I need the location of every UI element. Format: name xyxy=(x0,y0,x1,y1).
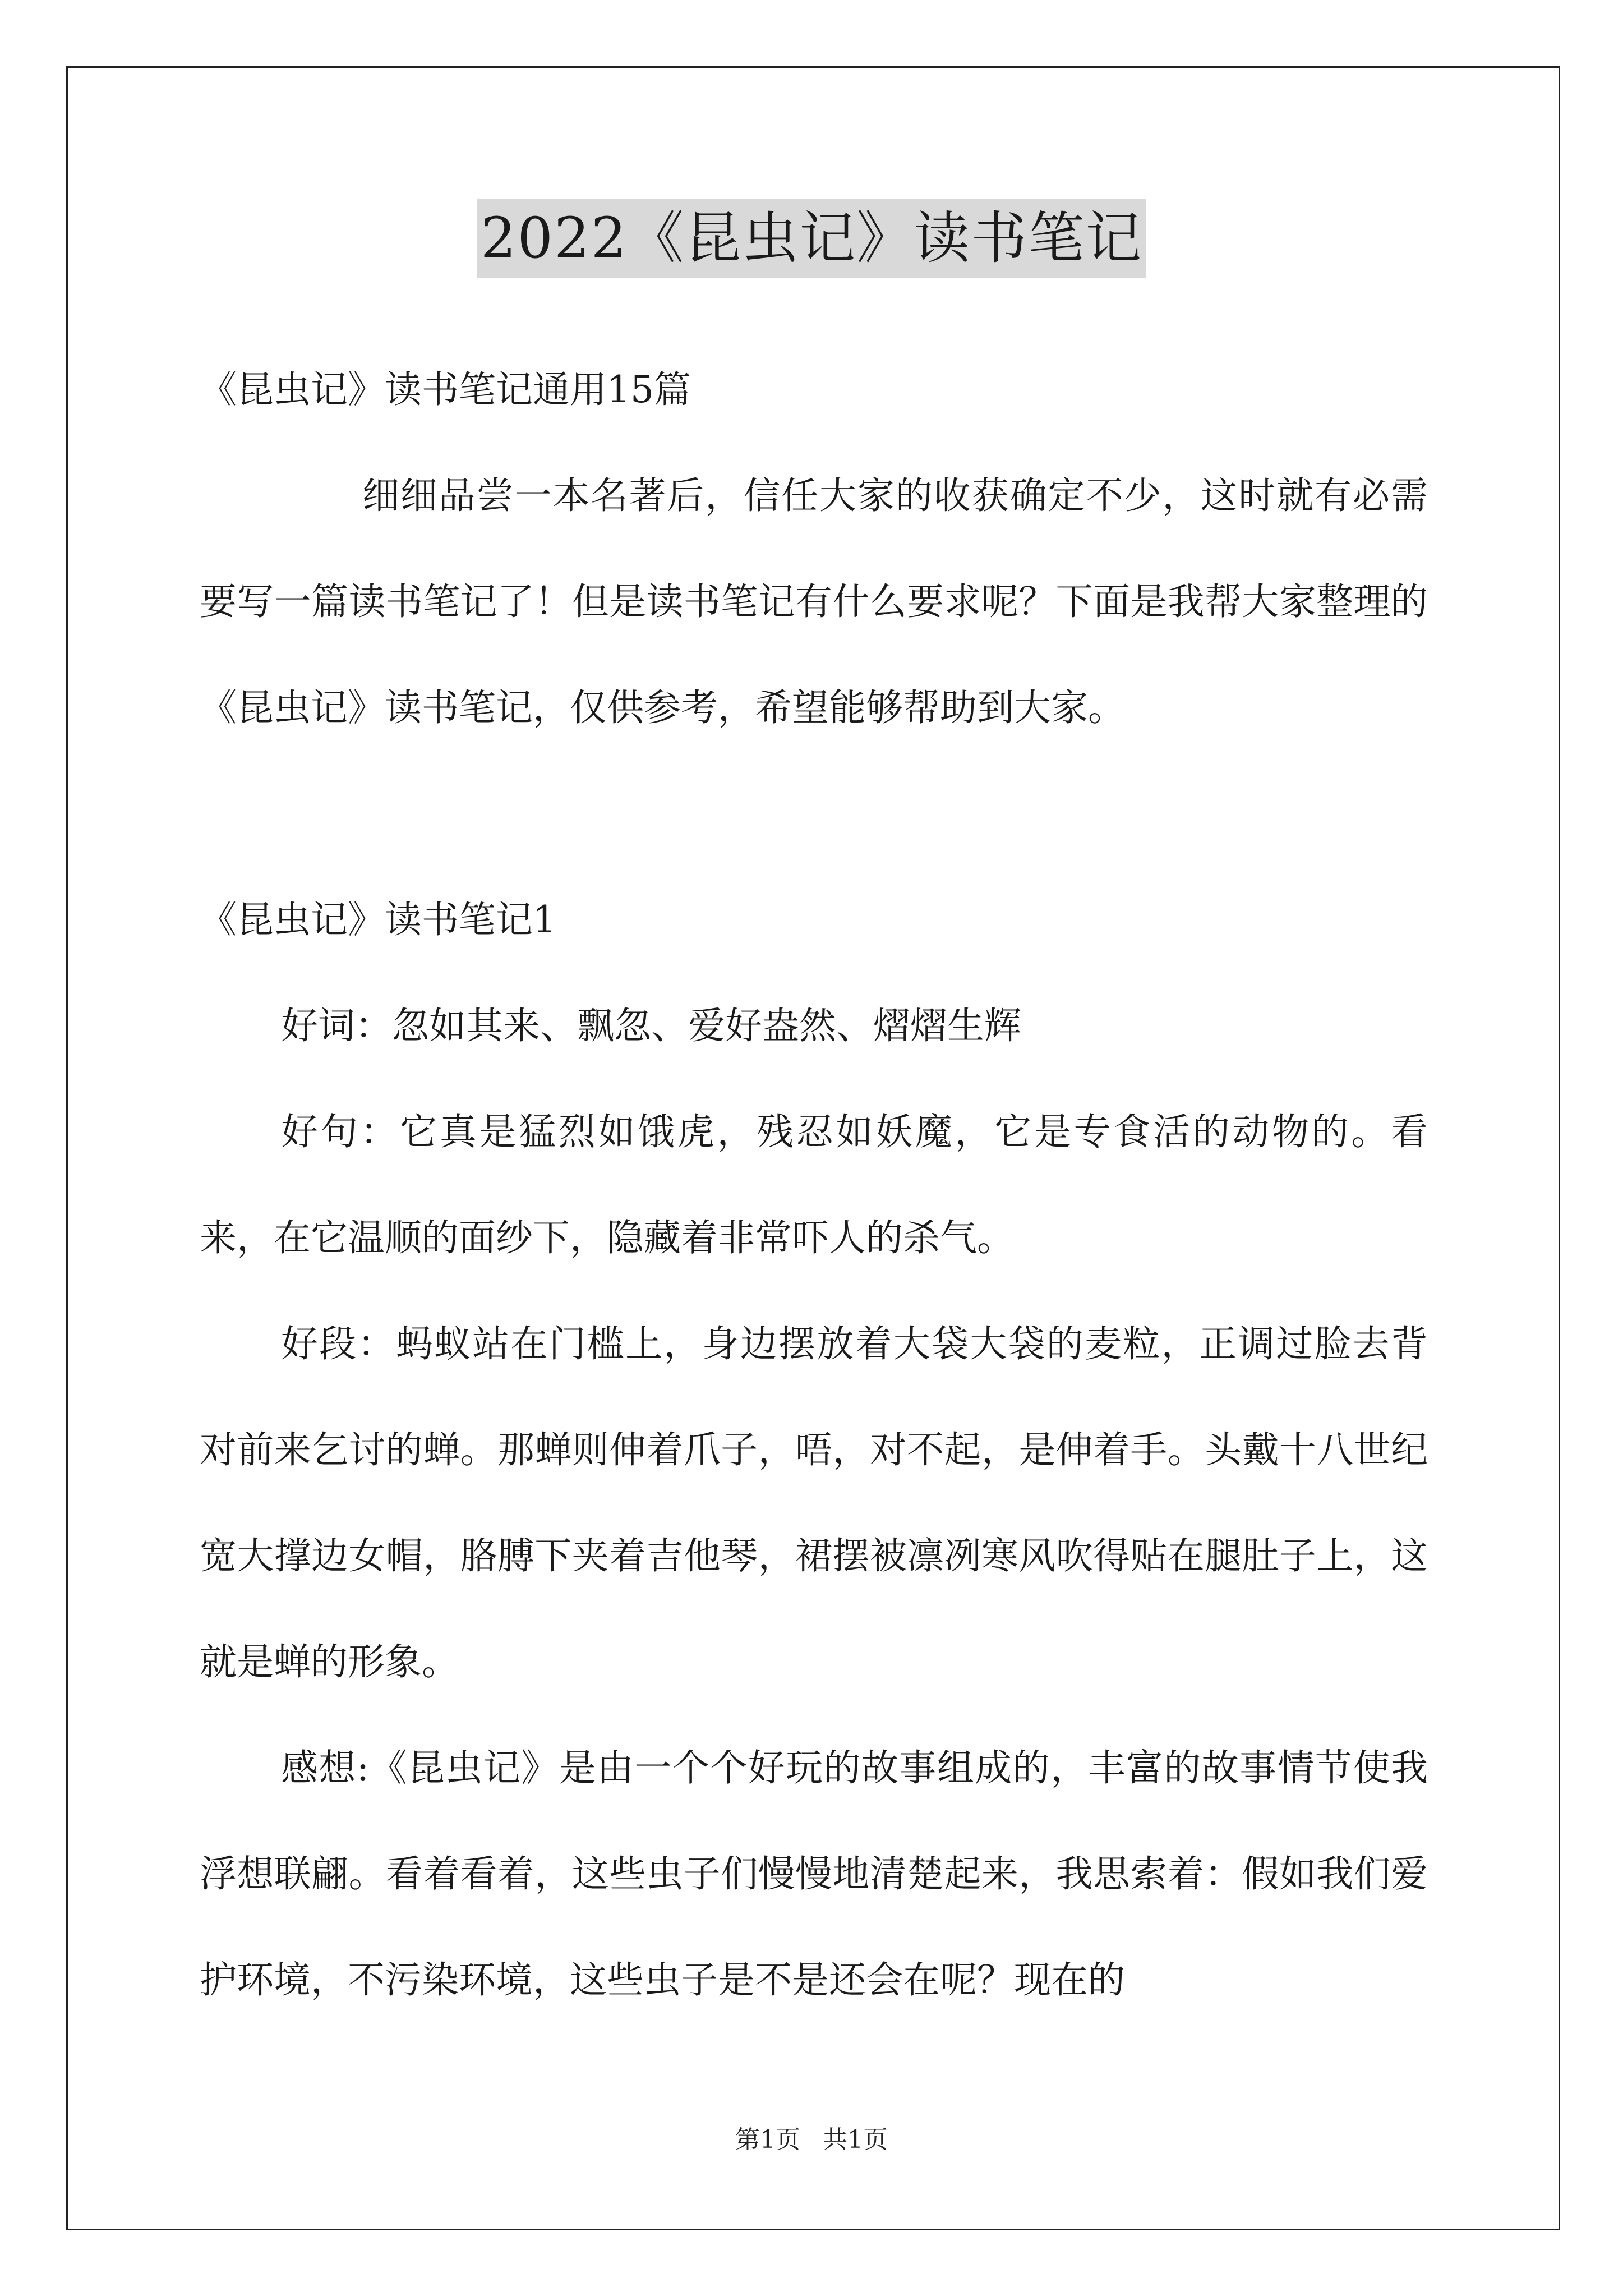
good-paragraph-paragraph: 好段：蚂蚁站在门槛上，身边摆放着大袋大袋的麦粒，正调过脸去背对前来乞讨的蝉。那蝉则伸着爪子，唔，对不起，是伸着手。头戴十八世纪宽大撑边女帽，胳膊下夹着吉他琴，裙摆被凛冽寒风吹得贴在腿肚子上，这就是蝉的形象。 xyxy=(200,1322,1428,1683)
paragraph-gap xyxy=(200,761,1428,867)
page-number-total: 共1页 xyxy=(823,2125,888,2154)
good-sentences-paragraph: 好句：它真是猛烈如饿虎，残忍如妖魔，它是专食活的动物的。看来，在它温顺的面纱下，隐藏着非常吓人的杀气。 xyxy=(200,1110,1428,1259)
document-title: 2022《昆虫记》读书笔记 xyxy=(477,199,1146,278)
good-words-paragraph: 好词：忽如其来、飘忽、爱好盎然、熠熠生辉 xyxy=(281,1004,1021,1047)
page-footer xyxy=(0,2123,1623,2157)
intro-paragraph: 细细品尝一本名著后，信任大家的收获确定不少，这时就有必需要写一篇读书笔记了！但是读书笔记有什么要求呢？下面是我帮大家整理的《昆虫记》读书笔记，仅供参考，希望能够帮助到大家。 xyxy=(200,474,1428,729)
section-heading: 《昆虫记》读书笔记1 xyxy=(200,898,556,941)
document-subtitle: 《昆虫记》读书笔记通用15篇 xyxy=(200,368,691,411)
document-body xyxy=(200,337,1428,2033)
reflection-paragraph: 感想:《昆虫记》是由一个个好玩的故事组成的，丰富的故事情节使我浮想联翩。看着看着，这些虫子们慢慢地清楚起来，我思索着：假如我们爱护环境，不污染环境，这些虫子是不是还会在呢？现在的 xyxy=(200,1746,1428,2001)
title-container xyxy=(0,199,1623,278)
page-number-current: 第1页 xyxy=(735,2125,800,2154)
